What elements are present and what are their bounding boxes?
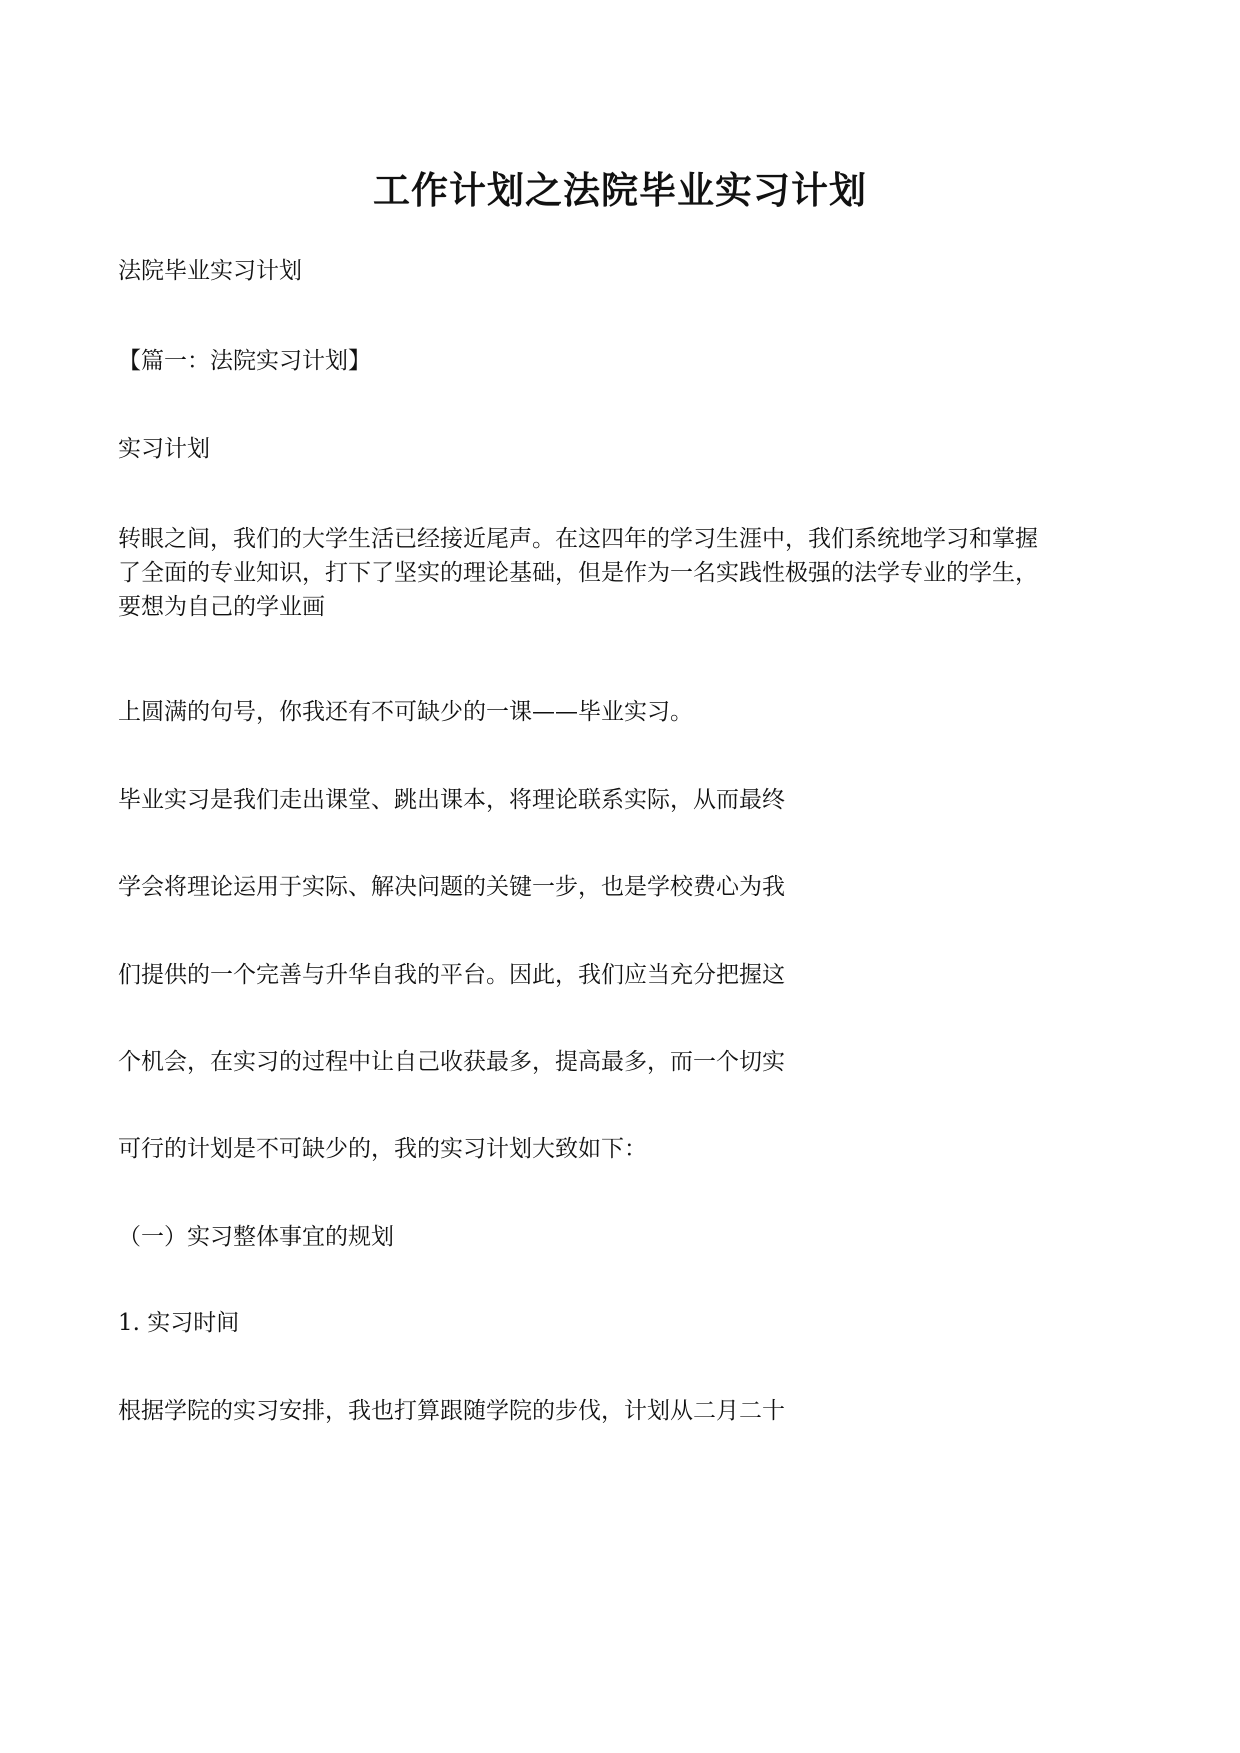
- paragraph-line: 转眼之间，我们的大学生活已经接近尾声。在这四年的学习生涯中，我们系统地学习和掌握: [118, 526, 1038, 552]
- paragraph-line: 毕业实习是我们走出课堂、跳出课本，将理论联系实际，从而最终: [118, 787, 785, 813]
- paragraph-line: 学会将理论运用于实际、解决问题的关键一步，也是学校费心为我: [118, 874, 785, 900]
- paragraph-line: 个机会，在实习的过程中让自己收获最多，提高最多，而一个切实: [118, 1049, 785, 1075]
- paragraph-line: 上圆满的句号，你我还有不可缺少的一课——毕业实习。: [118, 699, 693, 725]
- section-heading: 【篇一：法院实习计划】: [118, 348, 371, 374]
- document-title: 工作计划之法院毕业实习计划: [373, 168, 867, 212]
- subtitle: 法院毕业实习计划: [118, 258, 302, 284]
- paragraph-line: 根据学院的实习安排，我也打算跟随学院的步伐，计划从二月二十: [118, 1398, 785, 1424]
- plan-heading: 实习计划: [118, 436, 210, 462]
- paragraph-line: 们提供的一个完善与升华自我的平台。因此，我们应当充分把握这: [118, 962, 785, 988]
- item-heading: 1. 实习时间: [118, 1310, 240, 1336]
- paragraph-line: 可行的计划是不可缺少的，我的实习计划大致如下：: [118, 1136, 647, 1162]
- paragraph-line: 了全面的专业知识，打下了坚实的理论基础，但是作为一名实践性极强的法学专业的学生，: [118, 560, 1038, 586]
- intro-paragraph: [118, 522, 1128, 624]
- subsection-heading: （一）实习整体事宜的规划: [118, 1224, 394, 1250]
- paragraph-line: 要想为自己的学业画: [118, 594, 325, 620]
